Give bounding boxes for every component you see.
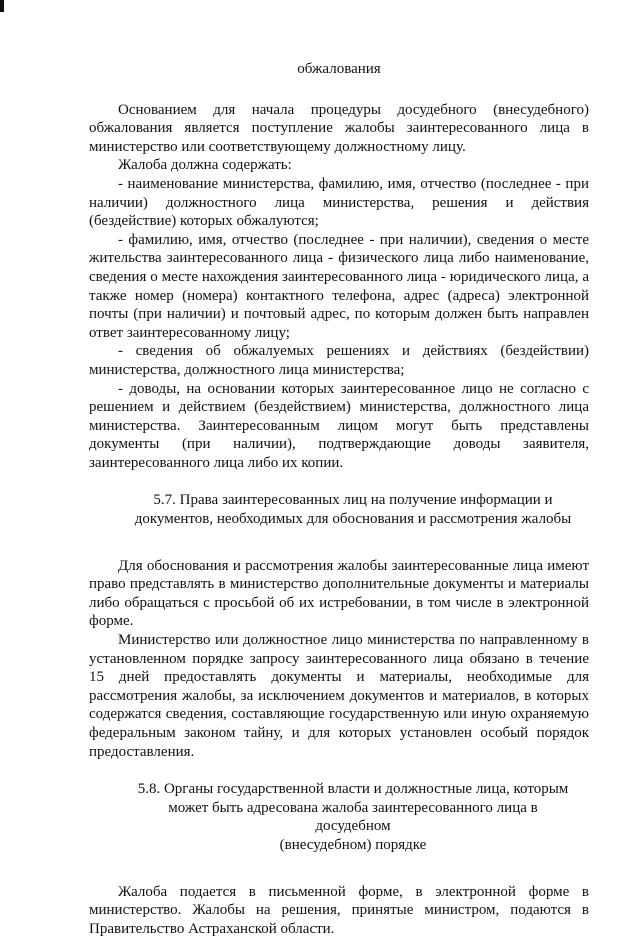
paragraph-right-to-submit-documents: Для обоснования и рассмотрения жалобы заинтересованные лица имеют право представлять в министерство дополнительные документы и материалы либо обращаться с просьбой об их истребовании, в том числе в электронной форме. <box>89 557 589 630</box>
section-5-7-heading <box>89 491 589 528</box>
paragraph-grounds: Основанием для начала процедуры досудебного (внесудебного) обжалования является поступление жалобы заинтересованного лица в министерство или соответствующему должностному лицу. <box>89 101 589 155</box>
section-5-8-heading <box>89 780 589 854</box>
section-heading-line: документов, необходимых для обоснования и рассмотрения жалобы <box>134 511 572 528</box>
list-item-arguments: - доводы, на основании которых заинтересованное лицо не согласно с решением и действием (бездействием) министерства, должностного лица министерства. Заинтересованным лицом могут быть представлены документы (при наличии), подтверждающие доводы заявителя, заинтересованного лица либо их копии. <box>89 380 589 471</box>
document-body <box>89 60 589 938</box>
paragraph-complaint-must-contain: Жалоба должна содержать: <box>118 157 292 174</box>
scan-corner-mark <box>0 0 4 12</box>
paragraph-ministry-obligation: Министерство или должностное лицо министерства по направленному в установленном порядке запросу заинтересованного лица обязано в течение 15 дней предоставлять документы и материалы, необходимые для рассмотрения жалобы, за исключением документов и материалов, в которых содержатся сведения, составляющие государственную или иную охраняемую федеральным законом тайну, и для которых установлен особый порядок предоставления. <box>89 632 589 760</box>
heading-tail: обжалования <box>297 61 381 77</box>
list-item-ministry-name: - наименование министерства, фамилию, имя, отчество (последнее - при наличии) должностного лица министерства, решения и действия (бездействие) которых обжалуются; <box>89 175 589 230</box>
section-heading-line: 5.8. Органы государственной власти и должностные лица, которым <box>137 781 569 798</box>
section-heading-line: (внесудебном) порядке <box>279 836 427 853</box>
paragraph-complaint-form: Жалоба подается в письменной форме, в электронной форме в министерство. Жалобы на решения, принятые министром, подаются в Правительство Астраханской области. <box>89 883 589 937</box>
section-heading-line: 5.7. Права заинтересованных лиц на получение информации и <box>153 492 553 509</box>
list-item-appealed-decisions: - сведения об обжалуемых решениях и действиях (бездействии) министерства, должностного лица министерства; <box>89 343 589 378</box>
section-heading-line: может быть адресована жалоба заинтересованного лица в досудебном <box>168 799 538 835</box>
list-item-applicant-details: - фамилию, имя, отчество (последнее - при наличии), сведения о месте жительства заинтересованного лица - физического лица либо наименование, сведения о месте нахождения заинтересованного лица - юридического лица, а также номер (номера) контактного телефона, адрес (адреса) электронной почты (при наличии) и почтовый адрес, по которым должен быть направлен ответ заинтересованному лицу; <box>89 231 589 341</box>
